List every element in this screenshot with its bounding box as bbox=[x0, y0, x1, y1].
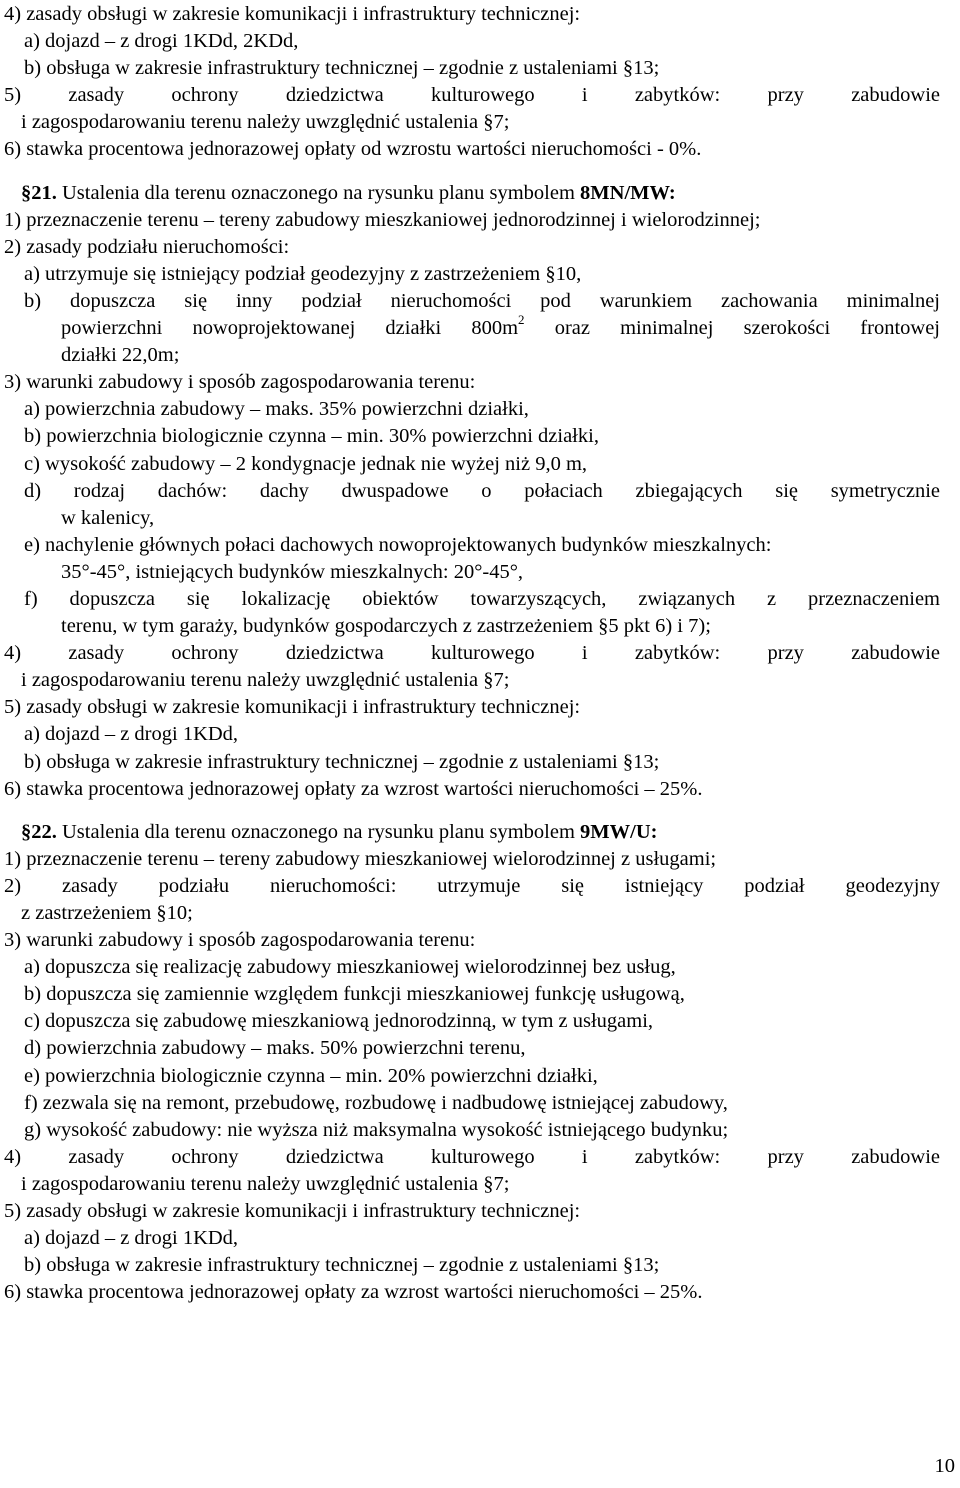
text-line bbox=[4, 1090, 940, 1117]
line-text: a) utrzymuje się istniejący podział geodezyjny z zastrzeżeniem §10, bbox=[24, 262, 582, 285]
line-text: działki 22,0m; bbox=[61, 344, 180, 367]
text-line bbox=[4, 1171, 940, 1198]
line-text: powierzchni nowoprojektowanej działki 800m bbox=[61, 317, 519, 340]
text-line bbox=[4, 1198, 940, 1225]
line-text: g) wysokość zabudowy: nie wyższa niż maksymalna wysokość istniejącego budynku; bbox=[24, 1118, 729, 1141]
line-text: a) dojazd – z drogi 1KDd, 2KDd, bbox=[24, 30, 299, 53]
line-text: Ustalenia dla terenu oznaczonego na rysunku planu symbolem bbox=[56, 820, 581, 843]
text-line bbox=[4, 423, 940, 450]
line-text: a) dojazd – z drogi 1KDd, bbox=[24, 1227, 239, 1250]
section-number: §22. bbox=[21, 820, 57, 843]
text-line bbox=[4, 1225, 940, 1252]
line-text: 6) stawka procentowa jednorazowej opłaty od wzrostu wartości nieruchomości - 0%. bbox=[4, 138, 702, 161]
line-text: w kalenicy, bbox=[61, 506, 155, 529]
text-line bbox=[4, 451, 940, 478]
superscript: 2 bbox=[518, 312, 525, 328]
line-text: a) dopuszcza się realizację zabudowy mieszkaniowej wielorodzinnej bez usług, bbox=[24, 956, 676, 979]
text-line bbox=[4, 261, 940, 288]
line-text: b) obsługa w zakresie infrastruktury technicznej – zgodnie z ustaleniami §13; bbox=[24, 750, 660, 773]
line-text: 1) przeznaczenie terenu – tereny zabudowy mieszkaniowej jednorodzinnej i wielorodzinnej; bbox=[4, 208, 761, 231]
area-symbol: 8MN/MW: bbox=[580, 181, 676, 204]
line-text: b) obsługa w zakresie infrastruktury technicznej – zgodnie z ustaleniami §13; bbox=[24, 57, 660, 80]
paragraph-gap bbox=[4, 164, 940, 180]
line-text: 1) przeznaczenie terenu – tereny zabudowy mieszkaniowej wielorodzinnej z usługami; bbox=[4, 847, 717, 870]
line-text: 4) zasady ochrony dziedzictwa kulturowego i zabytków: przy zabudowie bbox=[4, 642, 940, 665]
line-text: 5) zasady obsługi w zakresie komunikacji i infrastruktury technicznej: bbox=[4, 1200, 581, 1223]
line-text: d) rodzaj dachów: dachy dwuspadowe o połaciach zbiegających się symetrycznie bbox=[24, 479, 940, 502]
text-line bbox=[4, 207, 940, 234]
section-number: §21. bbox=[21, 181, 57, 204]
text-line bbox=[4, 1008, 940, 1035]
line-text: 4) zasady obsługi w zakresie komunikacji i infrastruktury technicznej: bbox=[4, 3, 581, 25]
text-line bbox=[4, 1117, 940, 1144]
line-text: 3) warunki zabudowy i sposób zagospodarowania terenu: bbox=[4, 929, 476, 952]
line-text: b) dopuszcza się zamiennie względem funkcji mieszkaniowej funkcję usługową, bbox=[24, 983, 685, 1006]
line-text: 4) zasady ochrony dziedzictwa kulturowego i zabytków: przy zabudowie bbox=[4, 1145, 940, 1168]
text-line bbox=[4, 1, 940, 28]
text-line bbox=[4, 478, 940, 505]
line-text: 2) zasady podziału nieruchomości: bbox=[4, 235, 290, 258]
line-text: a) dojazd – z drogi 1KDd, bbox=[24, 723, 239, 746]
paragraph-gap bbox=[4, 803, 940, 819]
text-line bbox=[4, 82, 940, 109]
line-text: 35°-45°, istniejących budynków mieszkalnych: 20°-45°, bbox=[61, 560, 524, 583]
line-text-continued: oraz minimalnej szerokości frontowej bbox=[524, 317, 940, 340]
line-text: Ustalenia dla terenu oznaczonego na rysunku planu symbolem bbox=[56, 181, 581, 204]
page-number: 10 bbox=[934, 1455, 955, 1477]
text-line bbox=[4, 369, 940, 396]
area-symbol: 9MW/U: bbox=[580, 820, 658, 843]
line-text: b) dopuszcza się inny podział nieruchomości pod warunkiem zachowania minimalnej bbox=[24, 289, 940, 312]
text-line bbox=[4, 694, 940, 721]
text-line bbox=[4, 532, 940, 559]
text-line bbox=[4, 1063, 940, 1090]
text-line bbox=[4, 1144, 940, 1171]
text-line bbox=[4, 1279, 940, 1306]
text-line bbox=[4, 954, 940, 981]
text-line bbox=[4, 55, 940, 82]
text-line bbox=[4, 819, 940, 846]
line-text: 3) warunki zabudowy i sposób zagospodarowania terenu: bbox=[4, 371, 476, 394]
line-text: i zagospodarowaniu terenu należy uwzględnić ustalenia §7; bbox=[21, 111, 510, 134]
text-line bbox=[4, 234, 940, 261]
line-text: b) obsługa w zakresie infrastruktury technicznej – zgodnie z ustaleniami §13; bbox=[24, 1254, 660, 1277]
text-line bbox=[4, 640, 940, 667]
text-line bbox=[4, 613, 940, 640]
text-line bbox=[4, 28, 940, 55]
text-line bbox=[4, 342, 940, 369]
line-text: a) powierzchnia zabudowy – maks. 35% powierzchni działki, bbox=[24, 398, 529, 421]
text-line bbox=[4, 559, 940, 586]
line-text: e) powierzchnia biologicznie czynna – min. 20% powierzchni działki, bbox=[24, 1064, 598, 1087]
line-text: d) powierzchnia zabudowy – maks. 50% powierzchni terenu, bbox=[24, 1037, 526, 1060]
line-text: c) dopuszcza się zabudowę mieszkaniową jednorodzinną, w tym z usługami, bbox=[24, 1010, 654, 1033]
text-line bbox=[4, 927, 940, 954]
text-line bbox=[4, 136, 940, 163]
line-text: i zagospodarowaniu terenu należy uwzględnić ustalenia §7; bbox=[21, 1172, 510, 1195]
text-line bbox=[4, 981, 940, 1008]
text-line bbox=[4, 312, 940, 342]
text-line bbox=[4, 900, 940, 927]
line-text: 2) zasady podziału nieruchomości: utrzymuje się istniejący podział geodezyjny bbox=[4, 874, 940, 897]
text-line bbox=[4, 1035, 940, 1062]
text-line bbox=[4, 776, 940, 803]
text-line bbox=[4, 180, 940, 207]
document-body bbox=[4, 1, 940, 1306]
text-line bbox=[4, 396, 940, 423]
text-line bbox=[4, 505, 940, 532]
line-text: b) powierzchnia biologicznie czynna – min. 30% powierzchni działki, bbox=[24, 425, 599, 448]
line-text: f) dopuszcza się lokalizację obiektów towarzyszących, związanych z przeznaczeniem bbox=[24, 587, 940, 610]
text-line bbox=[4, 109, 940, 136]
text-line bbox=[4, 749, 940, 776]
text-line bbox=[4, 667, 940, 694]
text-line bbox=[4, 721, 940, 748]
text-line bbox=[4, 1252, 940, 1279]
text-line bbox=[4, 586, 940, 613]
line-text: terenu, w tym garaży, budynków gospodarczych z zastrzeżeniem §5 pkt 6) i 7); bbox=[61, 615, 711, 638]
line-text: 6) stawka procentowa jednorazowej opłaty za wzrost wartości nieruchomości – 25%. bbox=[4, 1281, 703, 1304]
line-text: 5) zasady ochrony dziedzictwa kulturowego i zabytków: przy zabudowie bbox=[4, 84, 940, 107]
line-text: e) nachylenie głównych połaci dachowych nowoprojektowanych budynków mieszkalnych: bbox=[24, 533, 772, 556]
line-text: f) zezwala się na remont, przebudowę, rozbudowę i nadbudowę istniejącej zabudowy, bbox=[24, 1091, 728, 1114]
text-line bbox=[4, 288, 940, 315]
line-text: i zagospodarowaniu terenu należy uwzględnić ustalenia §7; bbox=[21, 669, 510, 692]
text-line bbox=[4, 873, 940, 900]
line-text: c) wysokość zabudowy – 2 kondygnacje jednak nie wyżej niż 9,0 m, bbox=[24, 452, 588, 475]
text-line bbox=[4, 846, 940, 873]
line-text: 5) zasady obsługi w zakresie komunikacji i infrastruktury technicznej: bbox=[4, 696, 581, 719]
line-text: 6) stawka procentowa jednorazowej opłaty za wzrost wartości nieruchomości – 25%. bbox=[4, 777, 703, 800]
line-text: z zastrzeżeniem §10; bbox=[21, 902, 193, 924]
